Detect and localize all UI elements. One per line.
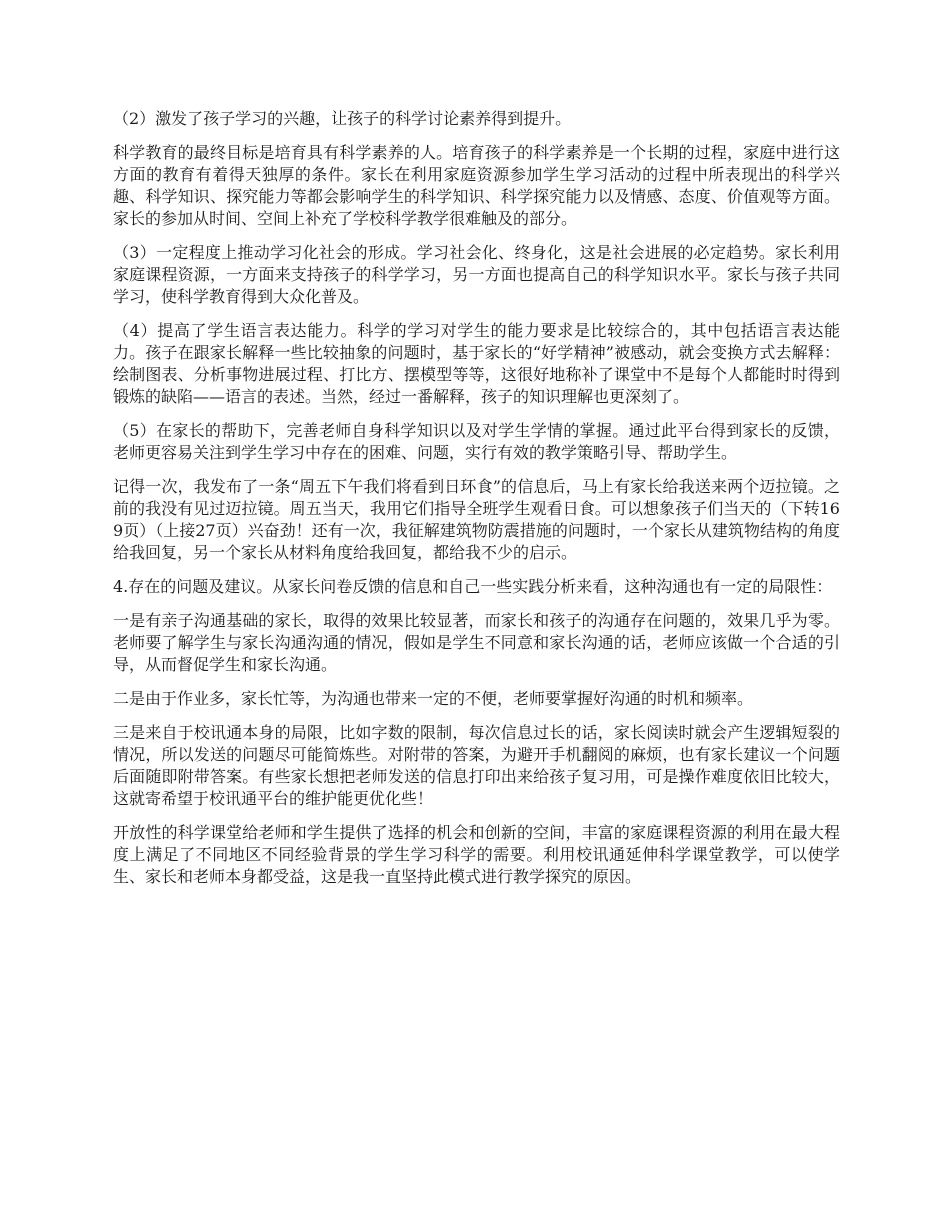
paragraph-problem-3: 三是来自于校讯通本身的局限，比如字数的限制，每次信息过长的话，家长阅读时就会产生逻辑短裂的情况，所以发送的问题尽可能简炼些。对附带的答案，为避开手机翻阅的麻烦，也有家长建议一个问题后面随即附带答案。有些家长想把老师发送的信息打印出来给孩子复习用，可是操作难度依旧比较大，这就寄希望于校讯通平台的维护能更优化些！ [113, 723, 840, 808]
paragraph-benefit-2: （2）激发了孩子学习的兴趣，让孩子的科学讨论素养得到提升。 [113, 109, 572, 128]
paragraph-science-literacy: 科学教育的最终目标是培育具有科学素养的人。培育孩子的科学素养是一个长期的过程，家庭中进行这方面的教育有着得天独厚的条件。家长在利用家庭资源参加学生学习活动的过程中所表现出的科学兴趣、科学知识、探究能力等都会影响学生的科学知识、科学探究能力以及情感、态度、价值观等方面。家长的参加从时间、空间上补充了学校科学教学很难触及的部分。 [113, 143, 840, 228]
paragraph-problem-1: 一是有亲子沟通基础的家长，取得的效果比较显著，而家长和孩子的沟通存在问题的，效果几乎为零。老师要了解学生与家长沟通沟通的情况，假如是学生不同意和家长沟通的话，老师应该做一个合适的引导，从而督促学生和家长沟通。 [113, 611, 840, 674]
paragraph-solar-eclipse-anecdote: 记得一次，我发布了一条“周五下午我们将看到日环食”的信息后，马上有家长给我送来两个迈拉镜。之前的我没有见过迈拉镜。周五当天，我用它们指导全班学生观看日食。可以想象孩子们当天的（下转169页）（上接27页）兴奋劲！还有一次，我征解建筑物防震措施的问题时，一个家长从建筑物结构的角度给我回复，另一个家长从材料角度给我回复，都给我不少的启示。 [113, 477, 840, 562]
paragraph-problems-heading: 4.存在的问题及建议。从家长问卷反馈的信息和自己一些实践分析来看，这种沟通也有一定的局限性： [113, 577, 833, 596]
document-body [113, 108, 840, 900]
paragraph-conclusion: 开放性的科学课堂给老师和学生提供了选择的机会和创新的空间，丰富的家庭课程资源的利用在最大程度上满足了不同地区不同经验背景的学生学习科学的需要。利用校讯通延伸科学课堂教学，可以使学生、家长和老师本身都受益，这是我一直坚持此模式进行教学探究的原因。 [113, 823, 840, 886]
paragraph-problem-2: 二是由于作业多，家长忙等，为沟通也带来一定的不便，老师要掌握好沟通的时机和频率。 [113, 689, 754, 708]
paragraph-benefit-4: （4）提高了学生语言表达能力。科学的学习对学生的能力要求是比较综合的，其中包括语言表达能力。孩子在跟家长解释一些比较抽象的问题时，基于家长的“好学精神”被感动，就会变换方式去解释：绘制图表、分析事物进展过程、打比方、摆模型等等，这很好地称补了课堂中不是每个人都能时时得到锻炼的缺陷——语言的表述。当然，经过一番解释，孩子的知识理解也更深刻了。 [113, 321, 840, 406]
paragraph-benefit-3: （3）一定程度上推动学习化社会的形成。学习社会化、终身化，这是社会进展的必定趋势。家长利用家庭课程资源，一方面来支持孩子的科学学习，另一方面也提高自己的科学知识水平。家长与孩子共同学习，使科学教育得到大众化普及。 [113, 243, 840, 306]
paragraph-benefit-5: （5）在家长的帮助下，完善老师自身科学知识以及对学生学情的掌握。通过此平台得到家长的反馈，老师更容易关注到学生学习中存在的困难、问题，实行有效的教学策略引导、帮助学生。 [113, 421, 840, 462]
